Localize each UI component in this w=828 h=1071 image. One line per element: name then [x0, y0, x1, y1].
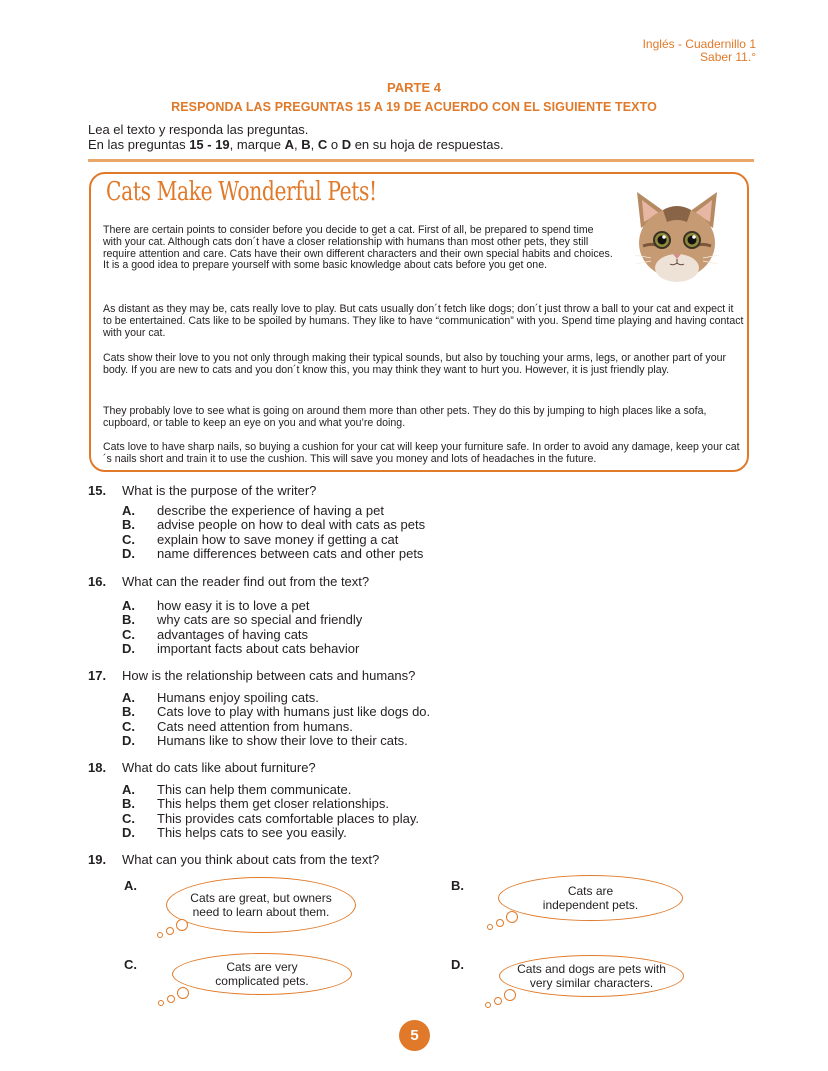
thought-bubble-tail: [496, 919, 504, 927]
question-number: 19.: [88, 852, 107, 867]
question-number: 17.: [88, 668, 107, 683]
option-c-label: C.: [124, 957, 137, 972]
option-b-label: B.: [451, 878, 464, 893]
thought-bubble-tail: [176, 919, 188, 931]
page-number: 5: [399, 1020, 430, 1051]
section-subtitle: RESPONDA LAS PREGUNTAS 15 A 19 DE ACUERDO CON EL SIGUIENTE TEXTO: [171, 100, 657, 114]
article-paragraph: Cats love to have sharp nails, so buying a cushion for your cat will keep your furniture safe. In order to avoid any damage, keep your cat´s nails short and train it to use the cushion. This will save you money and lots of headaches in the future.: [103, 441, 740, 465]
booklet-exam: Saber 11.°: [700, 50, 756, 64]
thought-bubble-tail: [506, 911, 518, 923]
divider: [88, 159, 754, 162]
section-title: PARTE 4: [387, 80, 441, 95]
article-paragraph: They probably love to see what is going on around them more than other pets. They do this by jumping to high places like a sofa, cupboard, or table to keep an eye on you and what you’re doing.: [103, 405, 707, 429]
booklet-header: [643, 38, 756, 64]
article-paragraph: Cats show their love to you not only through making their typical sounds, but also by touching your arms, legs, or another part of your body. If you are new to cats and you don´t know this, you may think they want to hurt you. However, it is just friendly play.: [103, 352, 727, 376]
option-a-thought-bubble[interactable]: Cats are great, but owners need to learn about them.: [166, 877, 356, 933]
thought-bubble-tail: [167, 995, 175, 1003]
question-text: What do cats like about furniture?: [122, 760, 316, 775]
instruction-line-1: Lea el texto y responda las preguntas.: [88, 122, 309, 137]
article-paragraph: There are certain points to consider before you decide to get a cat. First of all, be prepared to spend time with your cat. Although cats don´t have a closer relationship with humans than most other pets, they still require attention and care. Cats have their own different characters and their own special habits and choices. It is a good idea to prepare yourself with some basic knowledge about cats before you get one.: [103, 224, 613, 272]
question-number: 16.: [88, 574, 107, 589]
booklet-title: Inglés - Cuadernillo 1: [642, 37, 756, 51]
option-b-thought-bubble[interactable]: Cats are independent pets.: [498, 875, 683, 921]
thought-bubble-tail: [157, 932, 163, 938]
question-number: 15.: [88, 483, 107, 498]
thought-bubble-tail: [166, 927, 174, 935]
question-text: What can the reader find out from the text?: [122, 574, 370, 589]
instructions: [88, 122, 504, 152]
thought-bubble-tail: [158, 1000, 164, 1006]
question-number: 18.: [88, 760, 107, 775]
question-text: What is the purpose of the writer?: [122, 483, 317, 498]
question-text: What can you think about cats from the text?: [122, 852, 380, 867]
thought-bubble-tail: [485, 1002, 491, 1008]
article-title: Cats Make Wonderful Pets!: [106, 177, 377, 207]
thought-bubble-tail: [487, 924, 493, 930]
option-d-thought-bubble[interactable]: Cats and dogs are pets with very similar characters.: [499, 955, 684, 997]
reading-text-box: [89, 172, 749, 472]
option-d-label: D.: [451, 957, 464, 972]
option-a-label: A.: [124, 878, 137, 893]
thought-bubble-tail: [177, 987, 189, 999]
option-c-thought-bubble[interactable]: Cats are very complicated pets.: [172, 953, 352, 995]
cat-photo-icon: [631, 188, 723, 284]
thought-bubble-tail: [494, 997, 502, 1005]
thought-bubble-tail: [504, 989, 516, 1001]
question-text: How is the relationship between cats and humans?: [122, 668, 416, 683]
article-paragraph: As distant as they may be, cats really love to play. But cats usually don´t fetch like dogs; don´t just throw a ball to your cat and expect it to be entertained. Cats like to be spoiled by humans. They like to have “communication” with you. Spend time playing and having contact with your cat.: [103, 303, 744, 339]
instruction-line-2: En las preguntas 15 - 19, marque A, B, C o D en su hoja de respuestas.: [88, 137, 504, 152]
